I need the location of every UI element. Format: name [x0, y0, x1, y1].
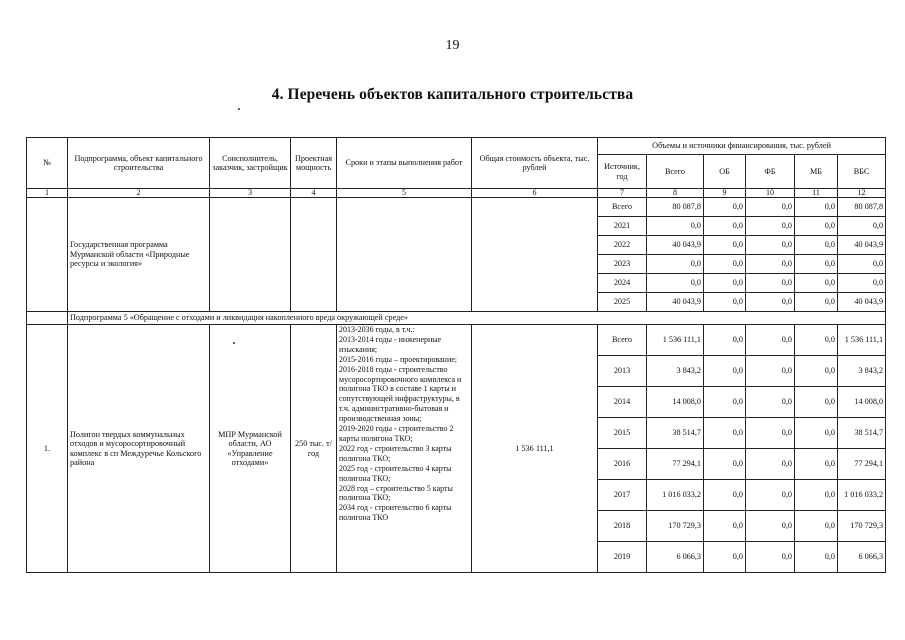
fb-cell: 0,0	[746, 511, 795, 542]
fb-cell: 0,0	[746, 480, 795, 511]
ob-cell: 0,0	[704, 217, 746, 236]
fb-cell: 0,0	[746, 198, 795, 217]
object-total-cost: 1 536 111,1	[472, 325, 598, 573]
column-number: 7	[598, 189, 647, 198]
total-cell: 6 066,3	[647, 542, 704, 573]
vbs-cell: 40 043,9	[838, 236, 886, 255]
header-total: Всего	[647, 155, 704, 189]
total-cell: 1 016 033,2	[647, 480, 704, 511]
column-number: 9	[704, 189, 746, 198]
vbs-cell: 0,0	[838, 255, 886, 274]
empty-cell	[291, 198, 337, 312]
source-year-cell: 2014	[598, 387, 647, 418]
ob-cell: 0,0	[704, 449, 746, 480]
total-cell: 0,0	[647, 255, 704, 274]
column-number: 1	[27, 189, 68, 198]
total-cell: 40 043,9	[647, 236, 704, 255]
column-number: 5	[337, 189, 472, 198]
empty-cell	[27, 312, 68, 325]
ob-cell: 0,0	[704, 418, 746, 449]
fb-cell: 0,0	[746, 449, 795, 480]
ob-cell: 0,0	[704, 274, 746, 293]
source-year-cell: 2025	[598, 293, 647, 312]
ob-cell: 0,0	[704, 293, 746, 312]
page-title: 4. Перечень объектов капитального строительства	[271, 86, 634, 103]
column-number: 2	[68, 189, 210, 198]
source-year-cell: 2018	[598, 511, 647, 542]
header-mb: МБ	[795, 155, 838, 189]
fb-cell: 0,0	[746, 293, 795, 312]
object-capacity: 250 тыс. т/год	[291, 325, 337, 573]
total-cell: 80 087,8	[647, 198, 704, 217]
fb-cell: 0,0	[746, 542, 795, 573]
ob-cell: 0,0	[704, 356, 746, 387]
source-year-cell: 2024	[598, 274, 647, 293]
column-number: 12	[838, 189, 886, 198]
table-row	[27, 325, 886, 356]
mb-cell: 0,0	[795, 418, 838, 449]
source-year-cell: Всего	[598, 198, 647, 217]
vbs-cell: 6 066,3	[838, 542, 886, 573]
column-number: 4	[291, 189, 337, 198]
object-num: 1.	[27, 325, 68, 573]
fb-cell: 0,0	[746, 274, 795, 293]
mb-cell: 0,0	[795, 236, 838, 255]
subprogram-row	[27, 312, 886, 325]
ob-cell: 0,0	[704, 511, 746, 542]
ob-cell: 0,0	[704, 480, 746, 511]
mb-cell: 0,0	[795, 325, 838, 356]
ob-cell: 0,0	[704, 542, 746, 573]
total-cell: 3 843,2	[647, 356, 704, 387]
subprogram-title: Подпрограмма 5 «Обращение с отходами и ликвидация накопленного вреда окружающей среде»	[68, 312, 886, 325]
source-year-cell: 2015	[598, 418, 647, 449]
header-ob: ОБ	[704, 155, 746, 189]
fb-cell: 0,0	[746, 236, 795, 255]
empty-cell	[472, 198, 598, 312]
source-year-cell: 2022	[598, 236, 647, 255]
object-executor: МПР Мурманской области, АО «Управление отходами»	[210, 325, 291, 573]
total-cell: 38 514,7	[647, 418, 704, 449]
program-num-cell	[27, 198, 68, 312]
source-year-cell: Всего	[598, 325, 647, 356]
fb-cell: 0,0	[746, 217, 795, 236]
header-num: №	[27, 138, 68, 189]
vbs-cell: 0,0	[838, 217, 886, 236]
header-financing: Объемы и источники финансирования, тыс. рублей	[598, 138, 886, 155]
source-year-cell: 2019	[598, 542, 647, 573]
mb-cell: 0,0	[795, 255, 838, 274]
total-cell: 1 536 111,1	[647, 325, 704, 356]
header-total-cost: Общая стоимость объекта, тыс. рублей	[472, 138, 598, 189]
fb-cell: 0,0	[746, 356, 795, 387]
mb-cell: 0,0	[795, 542, 838, 573]
header-stages: Сроки и этапы выполнения работ	[337, 138, 472, 189]
vbs-cell: 1 016 033,2	[838, 480, 886, 511]
fb-cell: 0,0	[746, 387, 795, 418]
header-subprogram: Подпрограмма, объект капитального строительства	[68, 138, 210, 189]
object-stages: 2013-2036 годы, в т.ч.: 2013-2014 годы - инженерные изыскания; 2015-2016 годы – проектирование; 2016-2018 годы - строительство мусоросортировочного комплекса и полигона ТКО в составе 1 карты и сопутствующей инфраструктуры, в т.ч. административно-бытовая и производственная зоны; 2019-2020 годы - строительство 2 карты полигона ТКО; 2022 год - строительство 3 карты полигона ТКО; 2025 год - строительство 4 карты полигона ТКО; 2028 год – строительство 5 карты полигона ТКО; 2034 год - строительство 6 карты полигона ТКО	[337, 325, 472, 573]
table-row	[27, 198, 886, 217]
vbs-cell: 80 087,8	[838, 198, 886, 217]
header-capacity: Проектная мощность	[291, 138, 337, 189]
column-number: 11	[795, 189, 838, 198]
fb-cell: 0,0	[746, 418, 795, 449]
vbs-cell: 77 294,1	[838, 449, 886, 480]
total-cell: 14 008,0	[647, 387, 704, 418]
header-vbs: ВБС	[838, 155, 886, 189]
header-source-year: Источник, год	[598, 155, 647, 189]
mb-cell: 0,0	[795, 293, 838, 312]
column-number: 10	[746, 189, 795, 198]
mb-cell: 0,0	[795, 356, 838, 387]
scan-speck	[238, 108, 240, 110]
source-year-cell: 2017	[598, 480, 647, 511]
mb-cell: 0,0	[795, 449, 838, 480]
source-year-cell: 2016	[598, 449, 647, 480]
ob-cell: 0,0	[704, 236, 746, 255]
total-cell: 170 729,3	[647, 511, 704, 542]
source-year-cell: 2023	[598, 255, 647, 274]
ob-cell: 0,0	[704, 325, 746, 356]
ob-cell: 0,0	[704, 198, 746, 217]
mb-cell: 0,0	[795, 198, 838, 217]
fb-cell: 0,0	[746, 255, 795, 274]
vbs-cell: 170 729,3	[838, 511, 886, 542]
mb-cell: 0,0	[795, 511, 838, 542]
object-name: Полигон твердых коммунальных отходов и мусоросортировочный комплекс в сп Междуречье Кольского района	[68, 325, 210, 573]
empty-cell	[210, 198, 291, 312]
vbs-cell: 3 843,2	[838, 356, 886, 387]
column-number: 3	[210, 189, 291, 198]
empty-cell	[337, 198, 472, 312]
fb-cell: 0,0	[746, 325, 795, 356]
mb-cell: 0,0	[795, 387, 838, 418]
ob-cell: 0,0	[704, 255, 746, 274]
ob-cell: 0,0	[704, 387, 746, 418]
column-number: 6	[472, 189, 598, 198]
mb-cell: 0,0	[795, 480, 838, 511]
source-year-cell: 2021	[598, 217, 647, 236]
vbs-cell: 14 008,0	[838, 387, 886, 418]
total-cell: 40 043,9	[647, 293, 704, 312]
header-executor: Соисполнитель, заказчик, застройщик	[210, 138, 291, 189]
total-cell: 77 294,1	[647, 449, 704, 480]
vbs-cell: 0,0	[838, 274, 886, 293]
capital-construction-table	[26, 137, 886, 573]
source-year-cell: 2013	[598, 356, 647, 387]
column-number: 8	[647, 189, 704, 198]
total-cell: 0,0	[647, 274, 704, 293]
mb-cell: 0,0	[795, 274, 838, 293]
mb-cell: 0,0	[795, 217, 838, 236]
vbs-cell: 1 536 111,1	[838, 325, 886, 356]
state-program-name: Государственная программа Мурманской области «Природные ресурсы и экология»	[68, 198, 210, 312]
total-cell: 0,0	[647, 217, 704, 236]
page-number: 19	[445, 38, 460, 53]
header-fb: ФБ	[746, 155, 795, 189]
vbs-cell: 40 043,9	[838, 293, 886, 312]
vbs-cell: 38 514,7	[838, 418, 886, 449]
